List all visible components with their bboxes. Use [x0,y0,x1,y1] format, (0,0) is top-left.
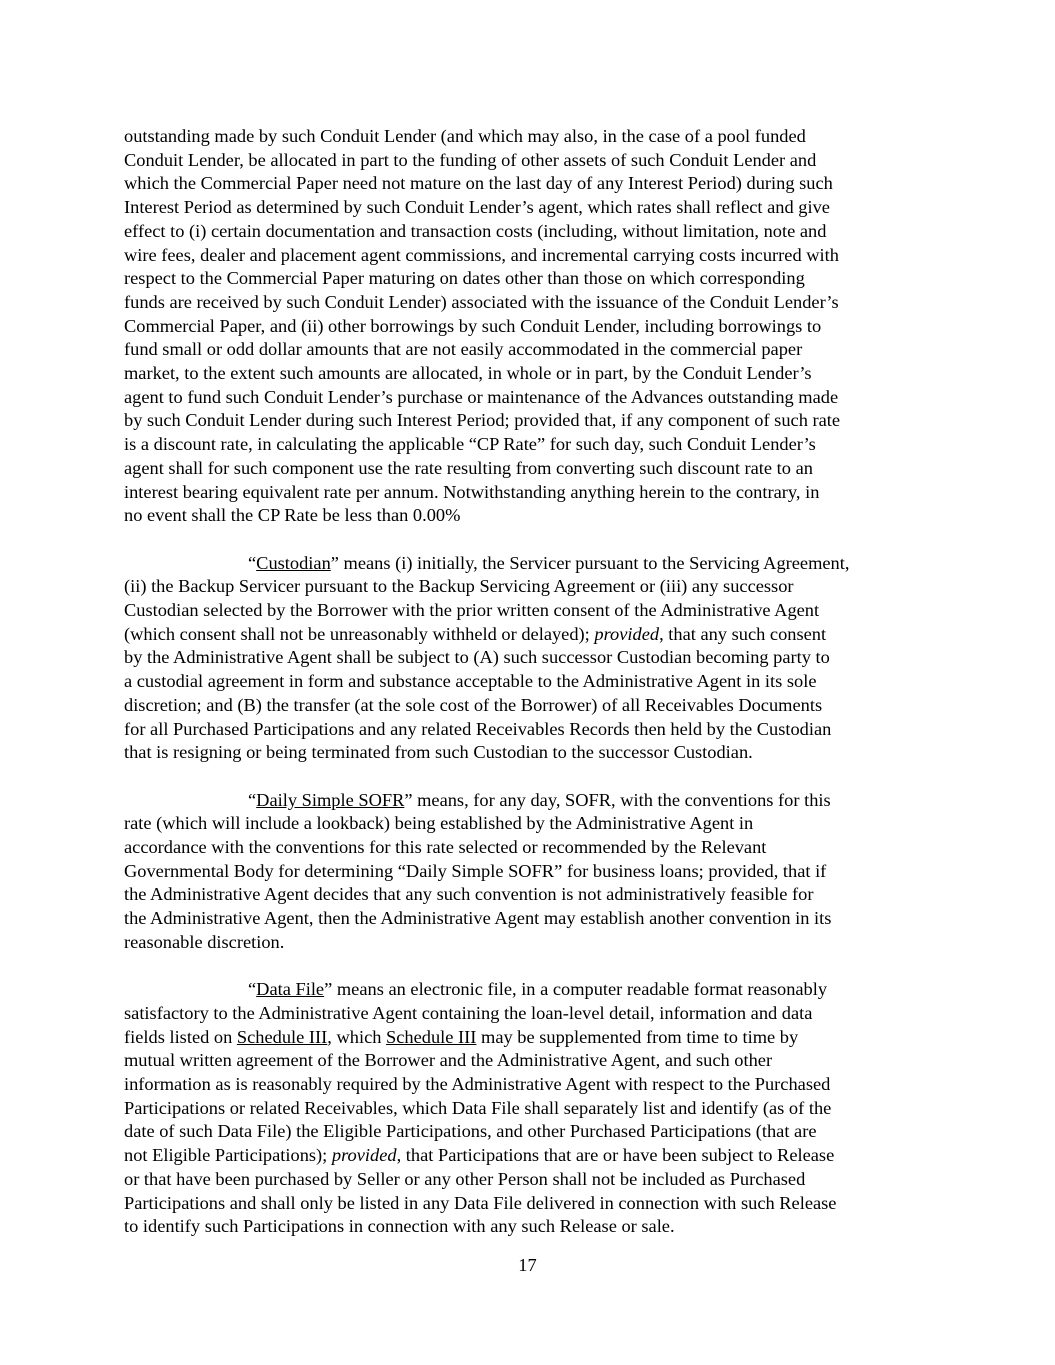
provided-italic: provided [594,623,660,644]
text-run: not Eligible Participations); [124,1145,332,1166]
cp-rate-continuation-paragraph [124,125,936,528]
text-line: Interest Period as determined by such Conduit Lender’s agent, which rates shall reflect and give [124,197,830,218]
text-line [124,1144,936,1168]
text-line: wire fees, dealer and placement agent commissions, and incremental carrying costs incurred with [124,244,839,265]
text-line: date of such Data File) the Eligible Participations, and other Purchased Participations (that are [124,1121,817,1142]
text-line: that is resigning or being terminated from such Custodian to the successor Custodian. [124,742,753,763]
text-line: reasonable discretion. [124,931,285,952]
text-line: fund small or odd dollar amounts that are not easily accommodated in the commercial paper [124,339,803,360]
open-quote: “ [248,979,257,1000]
text-line: (ii) the Backup Servicer pursuant to the Backup Servicing Agreement or (iii) any successor [124,576,794,597]
text-run: , that Participations that are or have been subject to Release [396,1145,835,1166]
text-line: Custodian selected by the Borrower with the prior written consent of the Administrative Agent [124,600,820,621]
text-line: information as is reasonably required by the Administrative Agent with respect to the Purchased [124,1074,831,1095]
document-body [124,125,936,1263]
text-line: by such Conduit Lender during such Interest Period; provided that, if any component of such rate [124,410,841,431]
text-line [124,789,936,813]
custodian-definition [124,552,936,765]
text-line: is a discount rate, in calculating the applicable “CP Rate” for such day, such Conduit Lender’s [124,434,816,455]
provided-italic: provided [331,1145,397,1166]
text-run: , which [327,1026,387,1047]
defined-term-daily-simple-sofr: Daily Simple SOFR [256,789,405,810]
text-line: which the Commercial Paper need not mature on the last day of any Interest Period) during such [124,173,833,194]
text-line: satisfactory to the Administrative Agent containing the loan-level detail, information and data [124,1002,813,1023]
open-quote: “ [248,789,257,810]
text-line: Commercial Paper, and (ii) other borrowings by such Conduit Lender, including borrowings to [124,315,822,336]
text-line [124,1026,936,1050]
daily-simple-sofr-definition [124,789,936,955]
text-line: respect to the Commercial Paper maturing on dates other than those on which corresponding [124,268,805,289]
schedule-reference: Schedule III [236,1026,328,1047]
text-line: Governmental Body for determining “Daily Simple SOFR” for business loans; provided, that if [124,860,827,881]
open-quote: “ [248,552,257,573]
page-number: 17 [518,1255,537,1275]
text-line: effect to (i) certain documentation and transaction costs (including, without limitation, note and [124,220,827,241]
text-line: no event shall the CP Rate be less than 0.00% [124,505,461,526]
text-run: ” means, for any day, SOFR, with the conventions for this [404,789,831,810]
text-line: Participations or related Receivables, which Data File shall separately list and identify (as of the [124,1097,832,1118]
text-line: rate (which will include a lookback) being established by the Administrative Agent in [124,813,754,834]
text-line: outstanding made by such Conduit Lender (and which may also, in the case of a pool funded [124,126,806,146]
text-line: agent shall for such component use the rate resulting from converting such discount rate to an [124,457,813,478]
text-line: discretion; and (B) the transfer (at the sole cost of the Borrower) of all Receivables Documents [124,694,823,715]
text-line: agent to fund such Conduit Lender’s purchase or maintenance of the Advances outstanding made [124,386,839,407]
text-run: fields listed on [124,1026,237,1047]
data-file-definition [124,978,936,1239]
text-line: to identify such Participations in connection with any such Release or sale. [124,1216,675,1237]
text-line: the Administrative Agent decides that any such convention is not administratively feasible for [124,884,814,905]
text-line: for all Purchased Participations and any related Receivables Records then held by the Custodian [124,718,832,739]
text-line: or that have been purchased by Seller or any other Person shall not be included as Purchased [124,1168,806,1189]
text-line: interest bearing equivalent rate per annum. Notwithstanding anything herein to the contrary, in [124,481,820,502]
text-run: ” means (i) initially, the Servicer pursuant to the Servicing Agreement, [330,552,850,573]
text-line: Conduit Lender, be allocated in part to the funding of other assets of such Conduit Lender and [124,149,817,170]
text-run: (which consent shall not be unreasonably withheld or delayed); [124,623,595,644]
text-line: by the Administrative Agent shall be subject to (A) such successor Custodian becoming party to [124,647,830,668]
text-line: funds are received by such Conduit Lender) associated with the issuance of the Conduit Lender’s [124,291,839,312]
text-line [124,552,936,576]
text-run: , that any such consent [659,623,827,644]
text-line [124,978,936,1002]
text-line: accordance with the conventions for this rate selected or recommended by the Relevant [124,837,767,858]
defined-term-custodian: Custodian [256,552,331,573]
text-line [124,623,936,647]
text-run: ” means an electronic file, in a computer readable format reasonably [324,979,828,1000]
text-line: a custodial agreement in form and substance acceptable to the Administrative Agent in its sole [124,671,817,692]
text-run: may be supplemented from time to time by [476,1026,799,1047]
text-line: Participations and shall only be listed in any Data File delivered in connection with such Release [124,1192,837,1213]
text-line: market, to the extent such amounts are allocated, in whole or in part, by the Conduit Lender’s [124,363,812,384]
defined-term-data-file: Data File [256,979,325,1000]
schedule-reference: Schedule III [386,1026,477,1047]
text-line: the Administrative Agent, then the Administrative Agent may establish another convention in its [124,908,832,929]
text-line: mutual written agreement of the Borrower and the Administrative Agent, and such other [124,1050,773,1071]
